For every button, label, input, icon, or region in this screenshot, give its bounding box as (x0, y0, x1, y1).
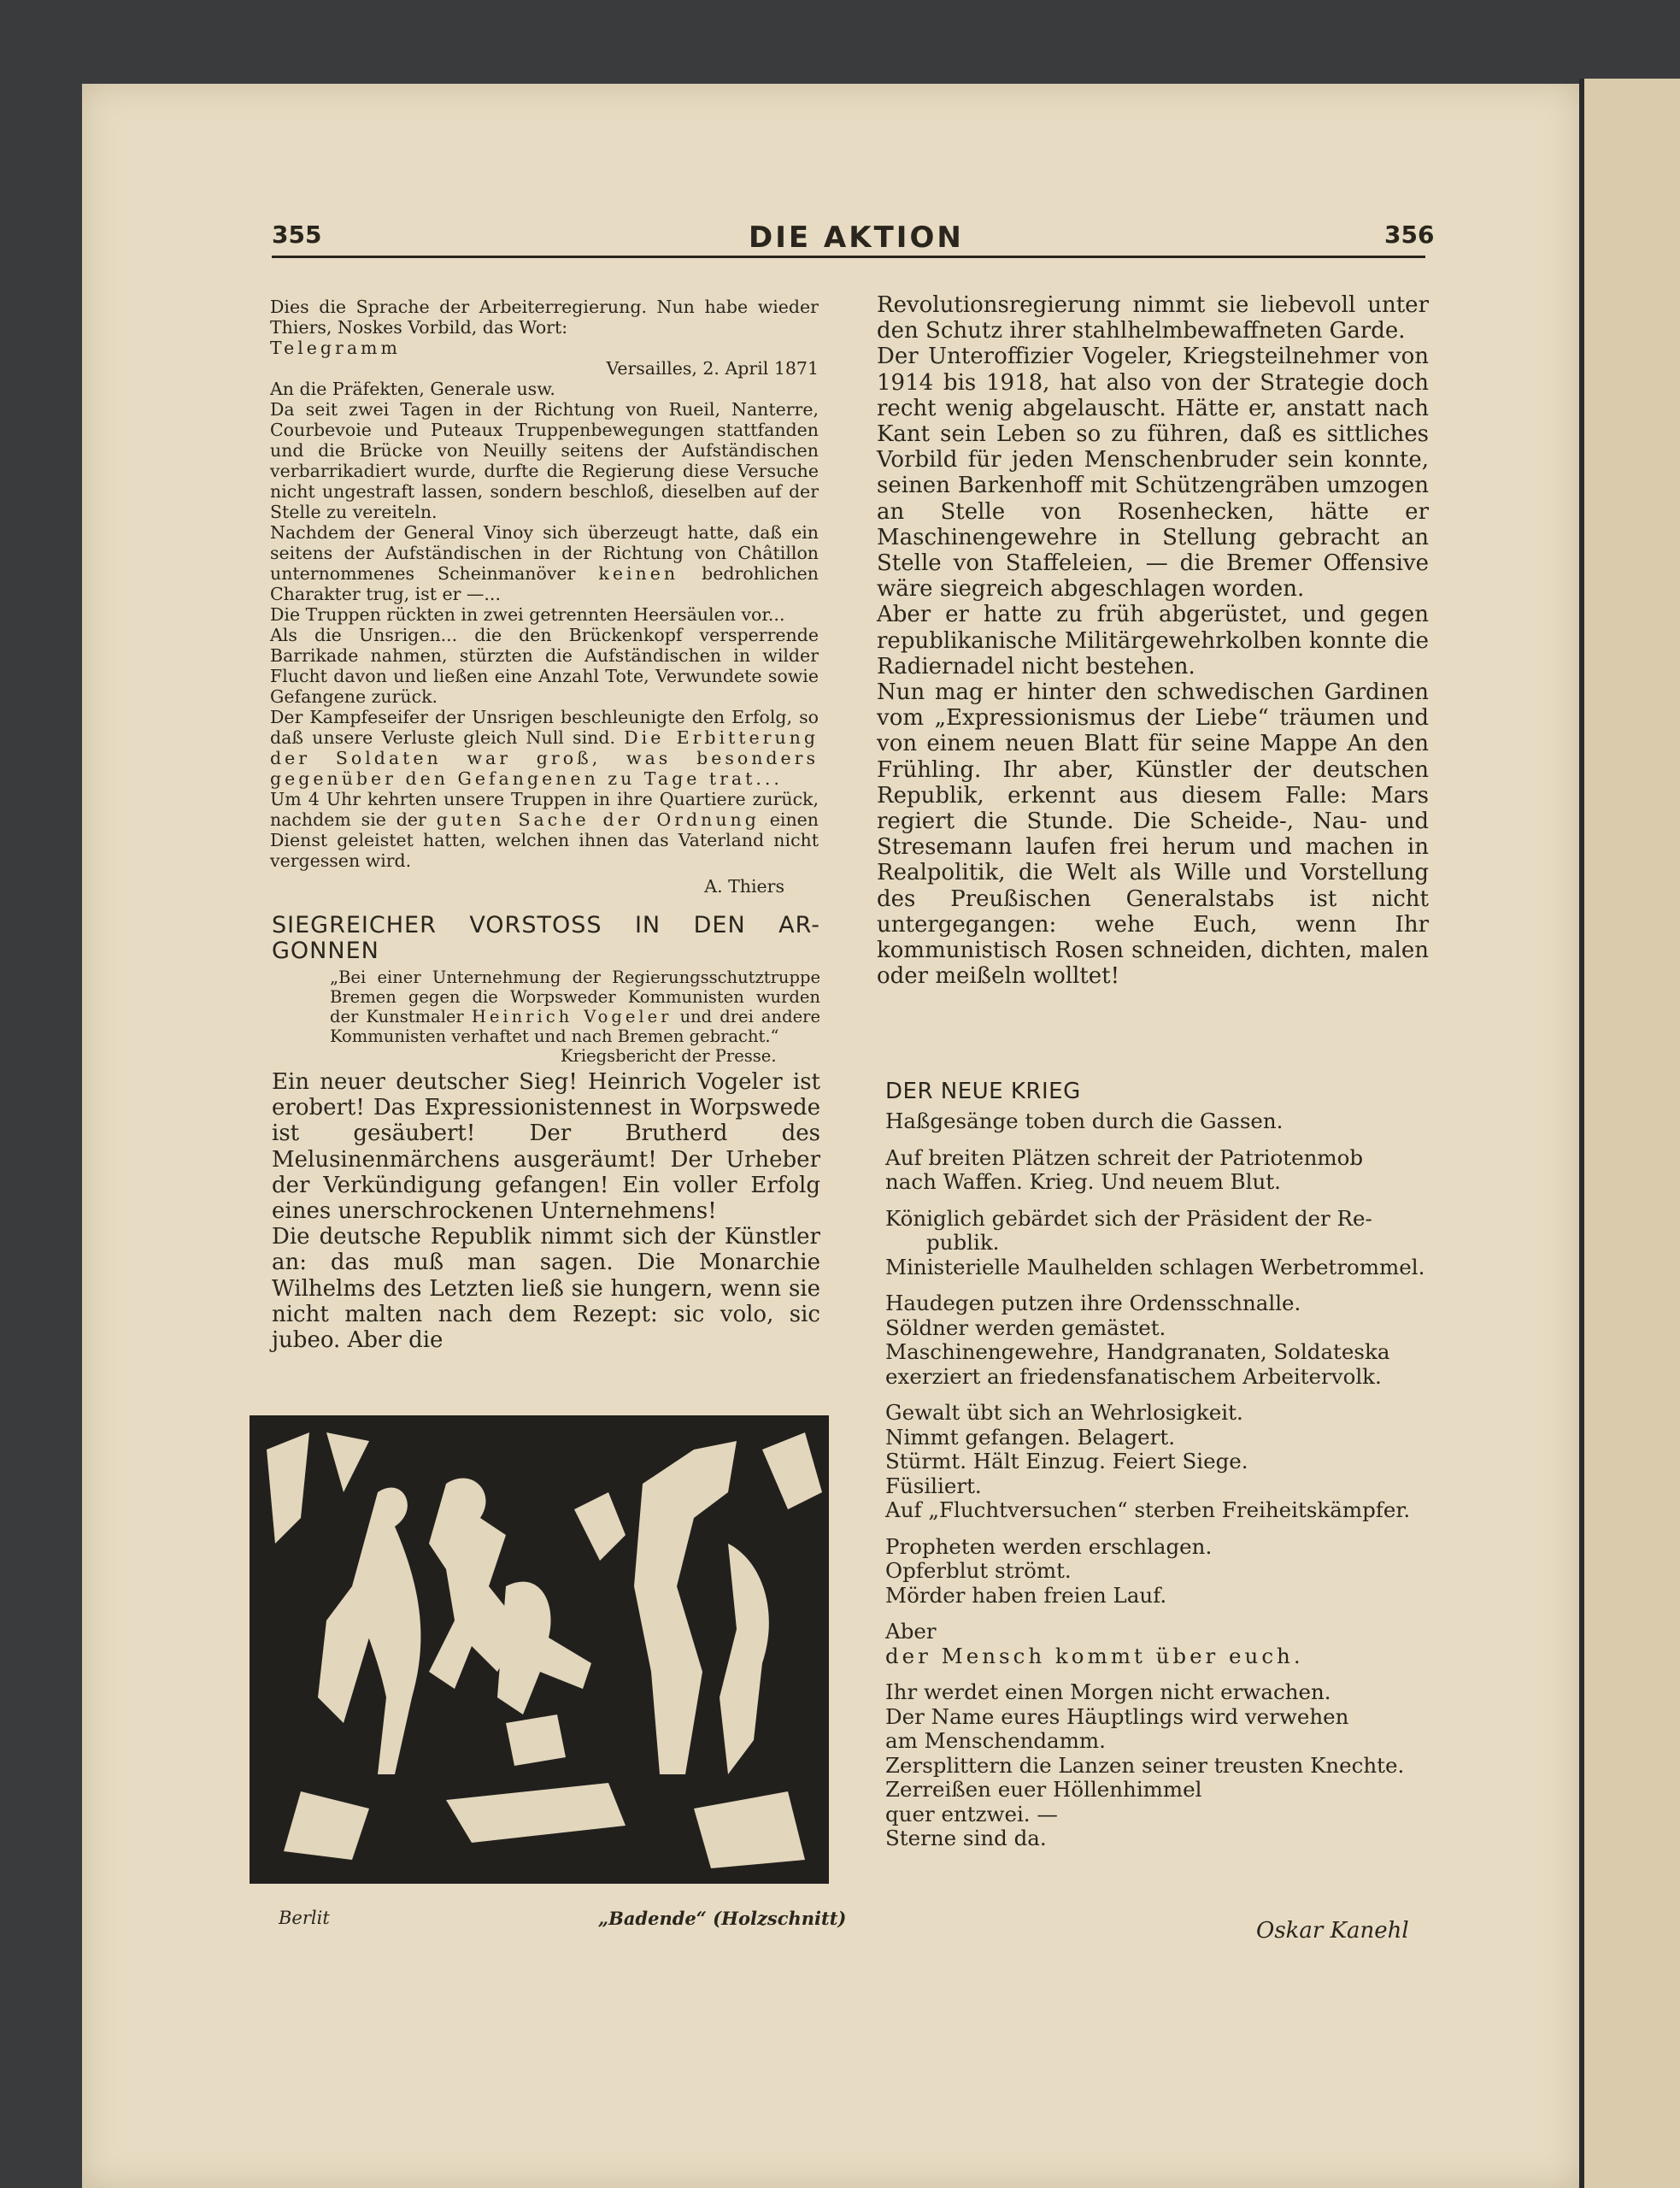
poem-stanza (885, 1207, 1432, 1280)
poem-line: Haudegen putzen ihre Ordensschnalle. (885, 1291, 1301, 1315)
poem-line: Söldner werden gemästet. (885, 1315, 1166, 1340)
poem-line: Zersplittern die Lanzen seiner treusten Knechte. (885, 1752, 1405, 1778)
poem-stanza (885, 1535, 1432, 1609)
page-number-left: 355 (272, 221, 322, 249)
telegram-address: An die Präfekten, Generale usw. (270, 379, 555, 399)
poem-line: Der Name eures Häuptlings wird verwehen (885, 1703, 1349, 1729)
poem-line: Mörder haben freien Lauf. (885, 1582, 1167, 1608)
woodcut-illustration (250, 1415, 829, 1884)
spaced-text: Heinrich Vogeler (471, 1007, 673, 1026)
poem-line: Sterne sind da. (885, 1826, 1047, 1850)
poem-line: Auf „Fluchtversuchen“ sterben Freiheitskämpfer. (885, 1497, 1411, 1522)
text-span: Der Kampfeseifer der Unsrigen beschleunigte den Erfolg, so daß unsere Verluste gleich Null sind. (270, 707, 819, 748)
poem-title: DER NEUE KRIEG (885, 1079, 1081, 1104)
text-span: Nachdem der General Vinoy sich überzeugt hatte, daß ein seitens der Aufständischen in der Richtung von Châtillon unternommenes Scheinmanöver (270, 522, 819, 584)
header-rule (272, 256, 1425, 258)
text-span: und drei andere Kommunisten verhaftet und nach Bremen gebracht.“ (330, 1007, 820, 1046)
poem-line: quer entzwei. — (885, 1801, 1058, 1826)
telegram-paragraph: Da seit zwei Tagen in der Richtung von Rueil, Nanterre, Courbevoie und Puteaux Truppenbewegungen stattfanden und die Brücke von Neuilly seitens der Aufständischen verbarrikadiert wurde, durfte die Regierung diese Versuche nicht ungestraft lassen, sondern beschloß, dieselben auf der Stelle zu vereiteln. (270, 399, 819, 522)
poem-stanza (885, 1620, 1432, 1668)
poem-line: nach Waffen. Krieg. Und neuem Blut. (885, 1169, 1281, 1194)
telegram-paragraph (270, 707, 819, 789)
poem-stanza (885, 1291, 1432, 1389)
magazine-title: DIE AKTION (749, 221, 964, 255)
poem-line: Aber (885, 1619, 937, 1644)
text-span: „Bei einer Unternehmung der Regierungsschutztruppe Bremen gegen die Worpsweder Kommunisten wurden der Kunstmaler (330, 968, 820, 1026)
poem-line: am Menschendamm. (885, 1728, 1106, 1753)
poem-line: exerziert an friedensfanatischem Arbeitervolk. (885, 1363, 1382, 1389)
text-span: bedrohlichen Charakter trug, ist er —... (270, 563, 819, 604)
article-paragraph: Die deutsche Republik nimmt sich der Künstler an: das muß man sagen. Die Monarchie Wilhelms des Letzten ließ sie hungern, wenn sie nicht malten nach dem Rezept: sic volo, sic jubeo. Aber die (272, 1224, 820, 1354)
text-span: einen Dienst geleistet hatten, welchen ihnen das Vaterland nicht vergessen wird. (270, 809, 819, 871)
woodcut-badende-image (250, 1415, 829, 1884)
intro-text: Dies die Sprache der Arbeiterregierung. Nun habe wieder Thiers, Noskes Vorbild, das Wort: (270, 297, 819, 338)
article-title-cont: GONNEN (272, 938, 379, 964)
spaced-text: keinen (598, 563, 679, 584)
article-paragraph: Ein neuer deutscher Sieg! Heinrich Vogeler ist erobert! Das Expressionistennest in Worpswede ist gesäubert! Der Brutherd des Melusinenmärchens ausgeräumt! Der Urheber der Verkündigung gefangen! Ein voller Erfolg eines unerschrockenen Unternehmens! (272, 1069, 820, 1225)
woodcut-caption: „Badende“ (Holzschnitt) (598, 1908, 847, 1929)
poem-line: Haßgesänge toben durch die Gassen. (885, 1109, 1283, 1133)
poem-stanza (885, 1146, 1432, 1195)
text-span: Um 4 Uhr kehrten unsere Truppen in ihre Quartiere zurück, nachdem sie der (270, 789, 819, 830)
page-number-right: 356 (1384, 221, 1435, 249)
epigraph-text (330, 968, 820, 1046)
article-paragraph: Der Unteroffizier Vogeler, Kriegsteilnehmer von 1914 bis 1918, hat also von der Strategie doch recht wenig abgelauscht. Hätte er, anstatt nach Kant sein Leben so zu führen, daß es sittliches Vorbild für jeden Menschenbruder sein konnte, seinen Barkenhoff mit Schützengräben umzogen an Stelle von Rosenhecken, hätte er Maschinengewehre in Stellung gebracht an Stelle von Staffeleien, — die Bremer Offensive wäre siegreich abgeschlagen worden. (877, 344, 1429, 603)
article-paragraph: Aber er hatte zu früh abgerüstet, und gegen republikanische Militärgewehrkolben konnte die Radiernadel nicht bestehen. (877, 602, 1429, 679)
poem-stanza (885, 1401, 1432, 1523)
article-epigraph (330, 968, 820, 1066)
poem-line: Königlich gebärdet sich der Präsident der Re- (885, 1205, 1372, 1231)
telegram-dateline: Versailles, 2. April 1871 (606, 358, 819, 379)
telegram-paragraph: Die Truppen rückten in zwei getrennten Heersäulen vor... (270, 604, 785, 625)
poem-line: der Mensch kommt über euch. (885, 1643, 1304, 1668)
poem-line: Ihr werdet einen Morgen nicht erwachen. (885, 1679, 1331, 1704)
telegram-paragraph: Als die Unsrigen... die den Brückenkopf versperrende Barrikade nahmen, stürzten die Aufständischen in wilder Flucht davon und ließen eine Anzahl Tote, Verwundete sowie Gefangene zurück. (270, 625, 819, 707)
article-continuation (877, 292, 1429, 989)
next-page-edge (1579, 79, 1680, 2188)
poem-line: Ministerielle Maulhelden schlagen Werbetrommel. (885, 1254, 1425, 1279)
article-paragraph: Nun mag er hinter den schwedischen Gardinen vom „Expressionismus der Liebe“ träumen und von einem neuen Blatt für seine Mappe An den Frühling. Ihr aber, Künstler der deutschen Republik, erkennt aus diesem Falle: Mars regiert die Stunde. Die Scheide-, Nau- und Stresemann laufen frei herum und machen in Realpolitik, die Welt als Wille und Vorstellung des Preußischen Generalstabs ist nicht untergegangen: wehe Euch, wenn Ihr kommunistisch Rosen schneiden, dichten, malen oder meißeln wolltet! (877, 679, 1429, 990)
poem-line: publik. (926, 1230, 1000, 1255)
poem-line: Gewalt übt sich an Wehrlosigkeit. (885, 1400, 1243, 1425)
poem-line: Nimmt gefangen. Belagert. (885, 1424, 1176, 1450)
article-paragraph: Revolutionsregierung nimmt sie liebevoll unter den Schutz ihrer stahlhelmbewaffneten Garde. (877, 292, 1429, 344)
article-siegreicher-vorstoss (272, 913, 820, 1353)
poem-line: Füsiliert. (885, 1473, 982, 1498)
telegram-paragraph (270, 789, 819, 871)
poem-stanza (885, 1680, 1432, 1851)
epigraph-source: Kriegsbericht der Presse. (561, 1046, 777, 1066)
poem-line: Opferblut strömt. (885, 1558, 1072, 1583)
telegram-paragraph (270, 522, 819, 604)
spaced-text: Die Erbitterung der Soldaten war groß, was besonders gegenüber den Gefangenen zu Tage trat... (270, 727, 819, 789)
poem-stanza (885, 1109, 1432, 1134)
poem-der-neue-krieg (885, 1079, 1432, 1863)
poem-line: Propheten werden erschlagen. (885, 1533, 1213, 1559)
poem-line: Maschinengewehre, Handgranaten, Soldateska (885, 1339, 1390, 1364)
poem-line: Zerreißen euer Höllenhimmel (885, 1777, 1202, 1802)
telegram-label: Telegramm (270, 338, 401, 358)
thiers-telegram (270, 297, 819, 897)
poem-line: Auf breiten Plätzen schreit der Patriotenmob (885, 1144, 1364, 1170)
article-body (272, 1069, 820, 1353)
poem-line: Stürmt. Hält Einzug. Feiert Siege. (885, 1449, 1248, 1473)
spaced-text: guten Sache der Ordnung (436, 809, 760, 830)
woodcut-artist: Berlit (279, 1908, 330, 1928)
telegram-signature: A. Thiers (704, 876, 784, 897)
poem-author: Oskar Kanehl (1256, 1918, 1409, 1944)
article-title: SIEGREICHER VORSTOSS IN DEN AR- (272, 912, 820, 938)
